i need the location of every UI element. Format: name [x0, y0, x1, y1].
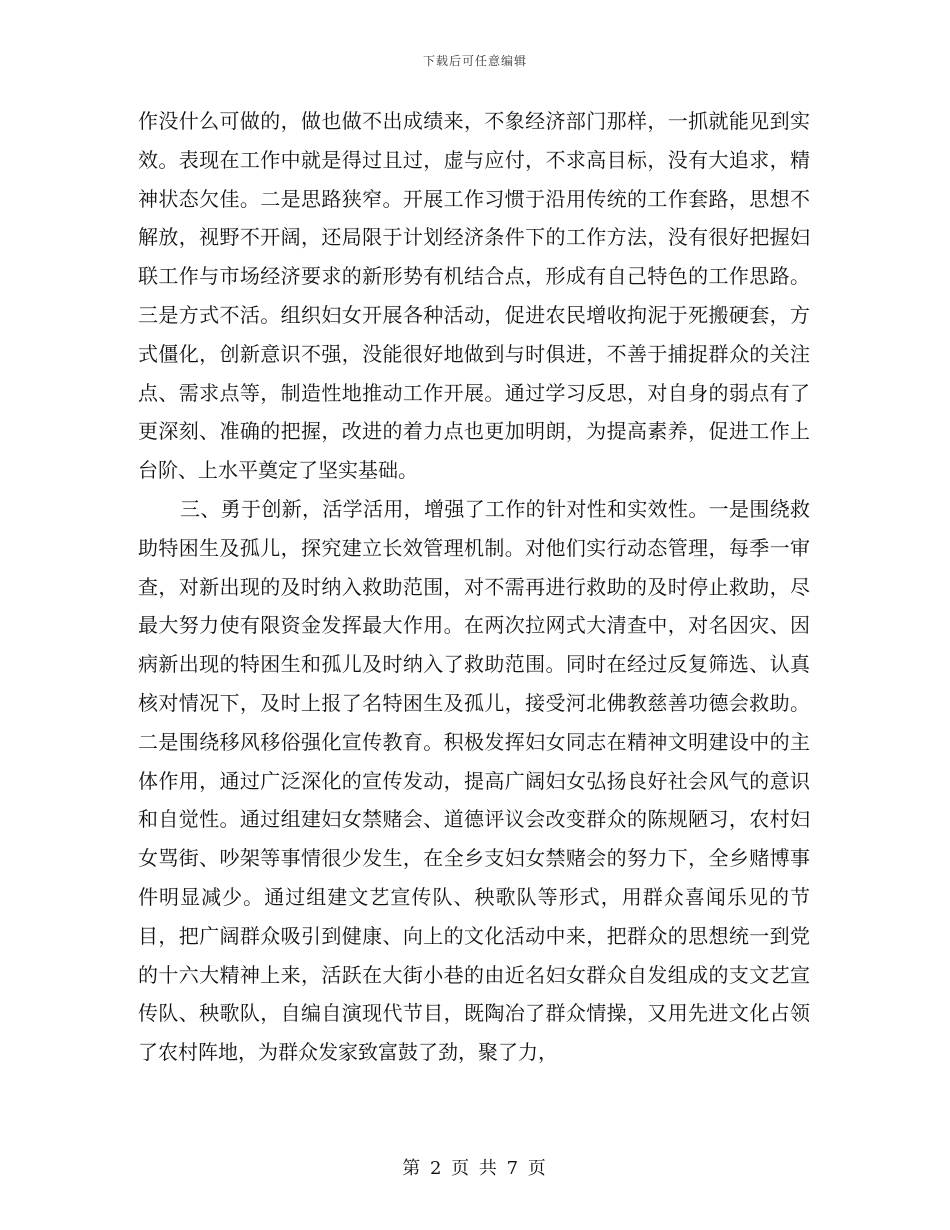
page-number: 第 2 页 共 7 页: [402, 1158, 548, 1179]
body-paragraph-2: 三、勇于创新，活学活用，增强了工作的针对性和实效性。一是围绕救助特困生及孤儿，探究建立长效管理机制。对他们实行动态管理，每季一审查，对新出现的及时纳入救助范围，对不需再进行救助的及时停止救助，尽最大努力使有限资金发挥最大作用。在两次拉网式大清查中，对名因灾、因病新出现的特困生和孤儿及时纳入了救助范围。同时在经过反复筛选、认真核对情况下，及时上报了名特困生及孤儿，接受河北佛教慈善功德会救助。二是围绕移风移俗强化宣传教育。积极发挥妇女同志在精神文明建设中的主体作用，通过广泛深化的宣传发动，提高广阔妇女弘扬良好社会风气的意识和自觉性。通过组建妇女禁赌会、道德评议会改变群众的陈规陋习，农村妇女骂街、吵架等事情很少发生，在全乡支妇女禁赌会的努力下，全乡赌博事件明显减少。通过组建文艺宣传队、秧歌队等形式，用群众喜闻乐见的节目，把广阔群众吸引到健康、向上的文化活动中来，把群众的思想统一到党的十六大精神上来，活跃在大街小巷的由近名妇女群众自发组成的支文艺宣传队、秧歌队，自编自演现代节目，既陶冶了群众情操，又用先进文化占领了农村阵地，为群众发家致富鼓了劲，聚了力，: [138, 496, 810, 1065]
document-body: [138, 102, 810, 1072]
page-header: 下载后可任意编辑: [422, 54, 527, 68]
body-paragraph-1: 作没什么可做的，做也做不出成绩来，不象经济部门那样，一抓就能见到实效。表现在工作中就是得过且过，虚与应付，不求高目标，没有大追求，精神状态欠佳。二是思路狭窄。开展工作习惯于沿用传统的工作套路，思想不解放，视野不开阔，还局限于计划经济条件下的工作方法，没有很好把握妇联工作与市场经济要求的新形势有机结合点，形成有自己特色的工作思路。三是方式不活。组织妇女开展各种活动，促进农民增收拘泥于死搬硬套，方式僵化，创新意识不强，没能很好地做到与时俱进，不善于捕捉群众的关注点、需求点等，制造性地推动工作开展。通过学习反思，对自身的弱点有了更深刻、准确的把握，改进的着力点也更加明朗，为提高素养，促进工作上台阶、上水平奠定了坚实基础。: [138, 109, 810, 483]
